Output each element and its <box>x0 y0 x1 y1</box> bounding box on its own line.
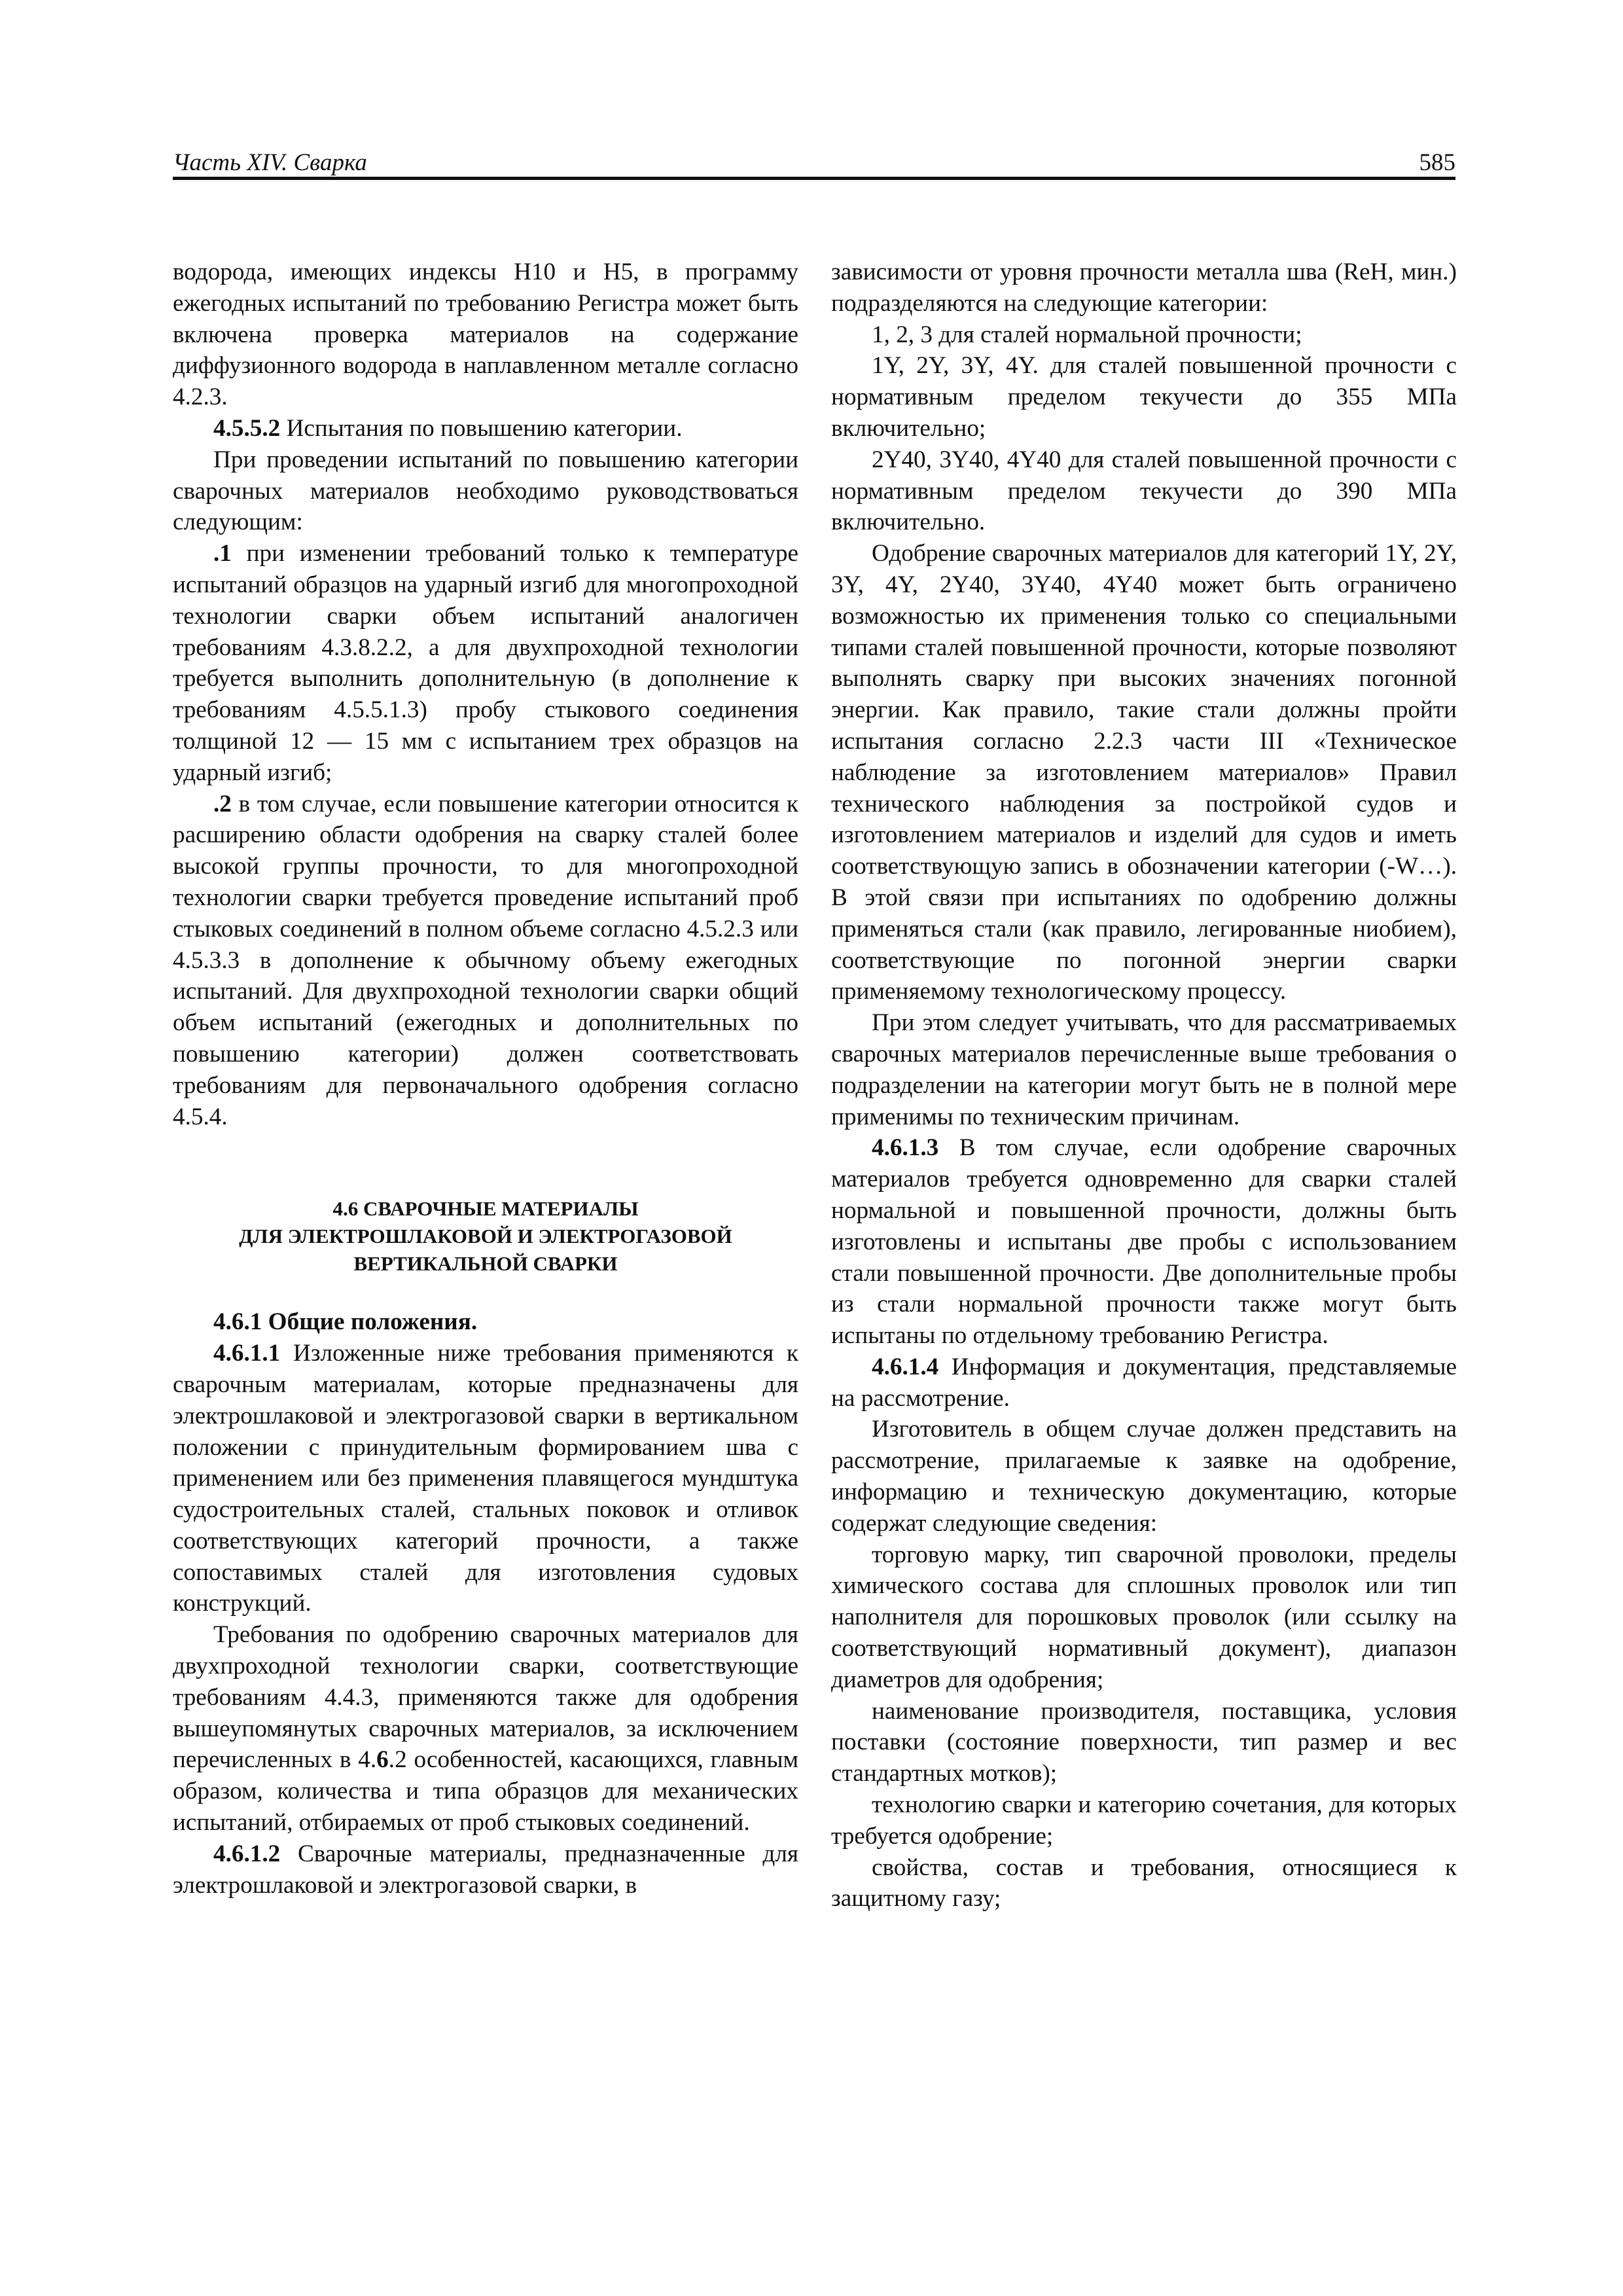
left-column <box>173 257 798 1901</box>
list-item: свойства, состав и требования, относящиеся к защитному газу; <box>831 1854 1457 1912</box>
clause-number: 4.6.1.2 <box>213 1840 281 1867</box>
list-item: торговую марку, тип сварочной проволоки, пределы химического состава для сплошных проволок или тип наполнителя для порошковых проволок (или ссылку на соответствующий нормативный документ), диапазон диаметров для одобрения; <box>831 1541 1457 1693</box>
item-number: .1 <box>213 540 232 567</box>
clause-number: 4.6.1.1 <box>213 1340 281 1367</box>
section-title <box>173 1195 798 1278</box>
paragraph-text: .2 особенностей, касающихся, главным образом, количества и типа образцов для механических испытаний, отбираемых от проб стыковых соединений. <box>173 1746 798 1837</box>
section-title-line: ВЕРТИКАЛЬНОЙ СВАРКИ <box>353 1252 618 1276</box>
paragraph: водорода, имеющих индексы Н10 и Н5, в программу ежегодных испытаний по требованию Регистра может быть включена проверка материалов на содержание диффузионного водорода в наплавленном металле согласно 4.2.3. <box>173 259 798 411</box>
clause-number: 4.6.1.3 <box>872 1134 939 1162</box>
clause-number: 4.5.5.2 <box>213 414 281 442</box>
paragraph-text: Испытания по повышению категории. <box>280 414 683 442</box>
paragraph-text: Сварочные материалы, предназначенные для электрошлаковой и электрогазовой сварки, в <box>173 1840 798 1899</box>
paragraph <box>173 413 798 444</box>
paragraph <box>831 1132 1457 1352</box>
paragraph <box>831 1352 1457 1414</box>
list-item <box>173 538 798 788</box>
paragraph: При проведении испытаний по повышению категории сварочных материалов необходимо руководствоваться следующим: <box>173 446 798 536</box>
paragraph: Изготовитель в общем случае должен представить на рассмотрение, прилагаемые к заявке на одобрение, информацию и техническую документацию, которые содержат следующие сведения: <box>831 1416 1457 1537</box>
paragraph <box>173 1839 798 1901</box>
list-item <box>173 789 798 1133</box>
paragraph: Одобрение сварочных материалов для категорий 1Y, 2Y, 3Y, 4Y, 2Y40, 3Y40, 4Y40 может быть ограничено возможностью их применения только со специальными типами сталей повышенной прочности, которые позволяют выполнять сварку при высоких значениях погонной энергии. Как правило, такие стали должны пройти испытания согласно 2.2.3 части III «Техническое наблюдение за изготовлением материалов» Правил технического наблюдения за постройкой судов и изготовлением материалов и изделий для судов и иметь соответствующую запись в обозначении категории (-W…). В этой связи при испытаниях по одобрению должны применяться стали (как правило, легированные ниобием), соответствующие по погонной энергии сварки применяемому технологическому процессу. <box>831 540 1457 1005</box>
right-column <box>831 257 1457 1914</box>
subsection-heading-text: 4.6.1 Общие положения. <box>213 1308 478 1336</box>
header-rule <box>173 177 1455 180</box>
bold-digit: 6 <box>376 1746 389 1774</box>
subsection-heading <box>173 1306 798 1338</box>
section-title-line: ДЛЯ ЭЛЕКТРОШЛАКОВОЙ И ЭЛЕКТРОГАЗОВОЙ <box>239 1225 732 1248</box>
paragraph: 2Y40, 3Y40, 4Y40 для сталей повышенной прочности с нормативным пределом текучести до 390 МПа включительно. <box>831 446 1457 536</box>
page-number: 585 <box>1419 149 1455 176</box>
list-item: наименование производителя, поставщика, условия поставки (состояние поверхности, тип размер и вес стандартных мотков); <box>831 1697 1457 1787</box>
running-title: Часть XIV. Сварка <box>173 149 367 176</box>
paragraph: 1Y, 2Y, 3Y, 4Y. для сталей повышенной прочности с нормативным пределом текучести до 355 МПа включительно; <box>831 352 1457 442</box>
list-item: технологию сварки и категорию сочетания, для которых требуется одобрение; <box>831 1791 1457 1850</box>
page-header <box>173 143 1455 182</box>
paragraph: 1, 2, 3 для сталей нормальной прочности; <box>872 321 1302 348</box>
section-title-line: 4.6 СВАРОЧНЫЕ МАТЕРИАЛЫ <box>332 1197 639 1221</box>
paragraph-text: Требования по одобрению сварочных материалов для двухпроходной технологии сварки, соответствующие требованиям 4.4.3, применяются также для одобрения вышеупомянутых сварочных материалов, за исключением перечисленных в 4. <box>173 1621 798 1774</box>
item-text: в том случае, если повышение категории относится к расширению области одобрения на сварку сталей более высокой группы прочности, то для многопроходной технологии сварки требуется проведение испытаний проб стыковых соединений в полном объеме согласно 4.5.2.3 или 4.5.3.3 в дополнение к обычному объему ежегодных испытаний. Для двухпроходной технологии сварки общий объем испытаний (ежегодных и дополнительных по повышению категории) должен соответствовать требованиям для первоначального одобрения согласно 4.5.4. <box>173 790 798 1130</box>
clause-number: 4.6.1.4 <box>872 1353 939 1380</box>
paragraph-text: В том случае, если одобрение сварочных материалов требуется одновременно для сварки сталей нормальной и повышенной прочности, должны быть изготовлены и испытаны две пробы с использованием стали повышенной прочности. Две дополнительные пробы из стали нормальной прочности также могут быть испытаны по отдельному требованию Регистра. <box>831 1134 1457 1350</box>
paragraph <box>173 1338 798 1619</box>
paragraph: зависимости от уровня прочности металла шва (ReH, мин.) подразделяются на следующие категории: <box>831 259 1457 317</box>
paragraph: При этом следует учитывать, что для рассматриваемых сварочных материалов перечисленные выше требования о подразделении на категории могут быть не в полной мере применимы по техническим причинам. <box>831 1009 1457 1130</box>
item-number: .2 <box>213 790 232 817</box>
paragraph-text: Информация и документация, представляемые на рассмотрение. <box>831 1353 1457 1412</box>
paragraph-text: Изложенные ниже требования применяются к сварочным материалам, которые предназначены для электрошлаковой и электрогазовой сварки в вертикальном положении с принудительным формированием шва с применением или без применения плавящегося мундштука судостроительных сталей, стальных поковок и отливок соответствующих категорий прочности, а также сопоставимых сталей для изготовления судовых конструкций. <box>173 1340 798 1617</box>
item-text: при изменении требований только к температуре испытаний образцов на ударный изгиб для многопроходной технологии сварки объем испытаний аналогичен требованиям 4.3.8.2.2, а для двухпроходной технологии требуется выполнить дополнительную (в дополнение к требованиям 4.5.5.1.3) пробу стыкового соединения толщиной 12 — 15 мм с испытанием трех образцов на ударный изгиб; <box>173 540 798 786</box>
paragraph <box>173 1619 798 1839</box>
